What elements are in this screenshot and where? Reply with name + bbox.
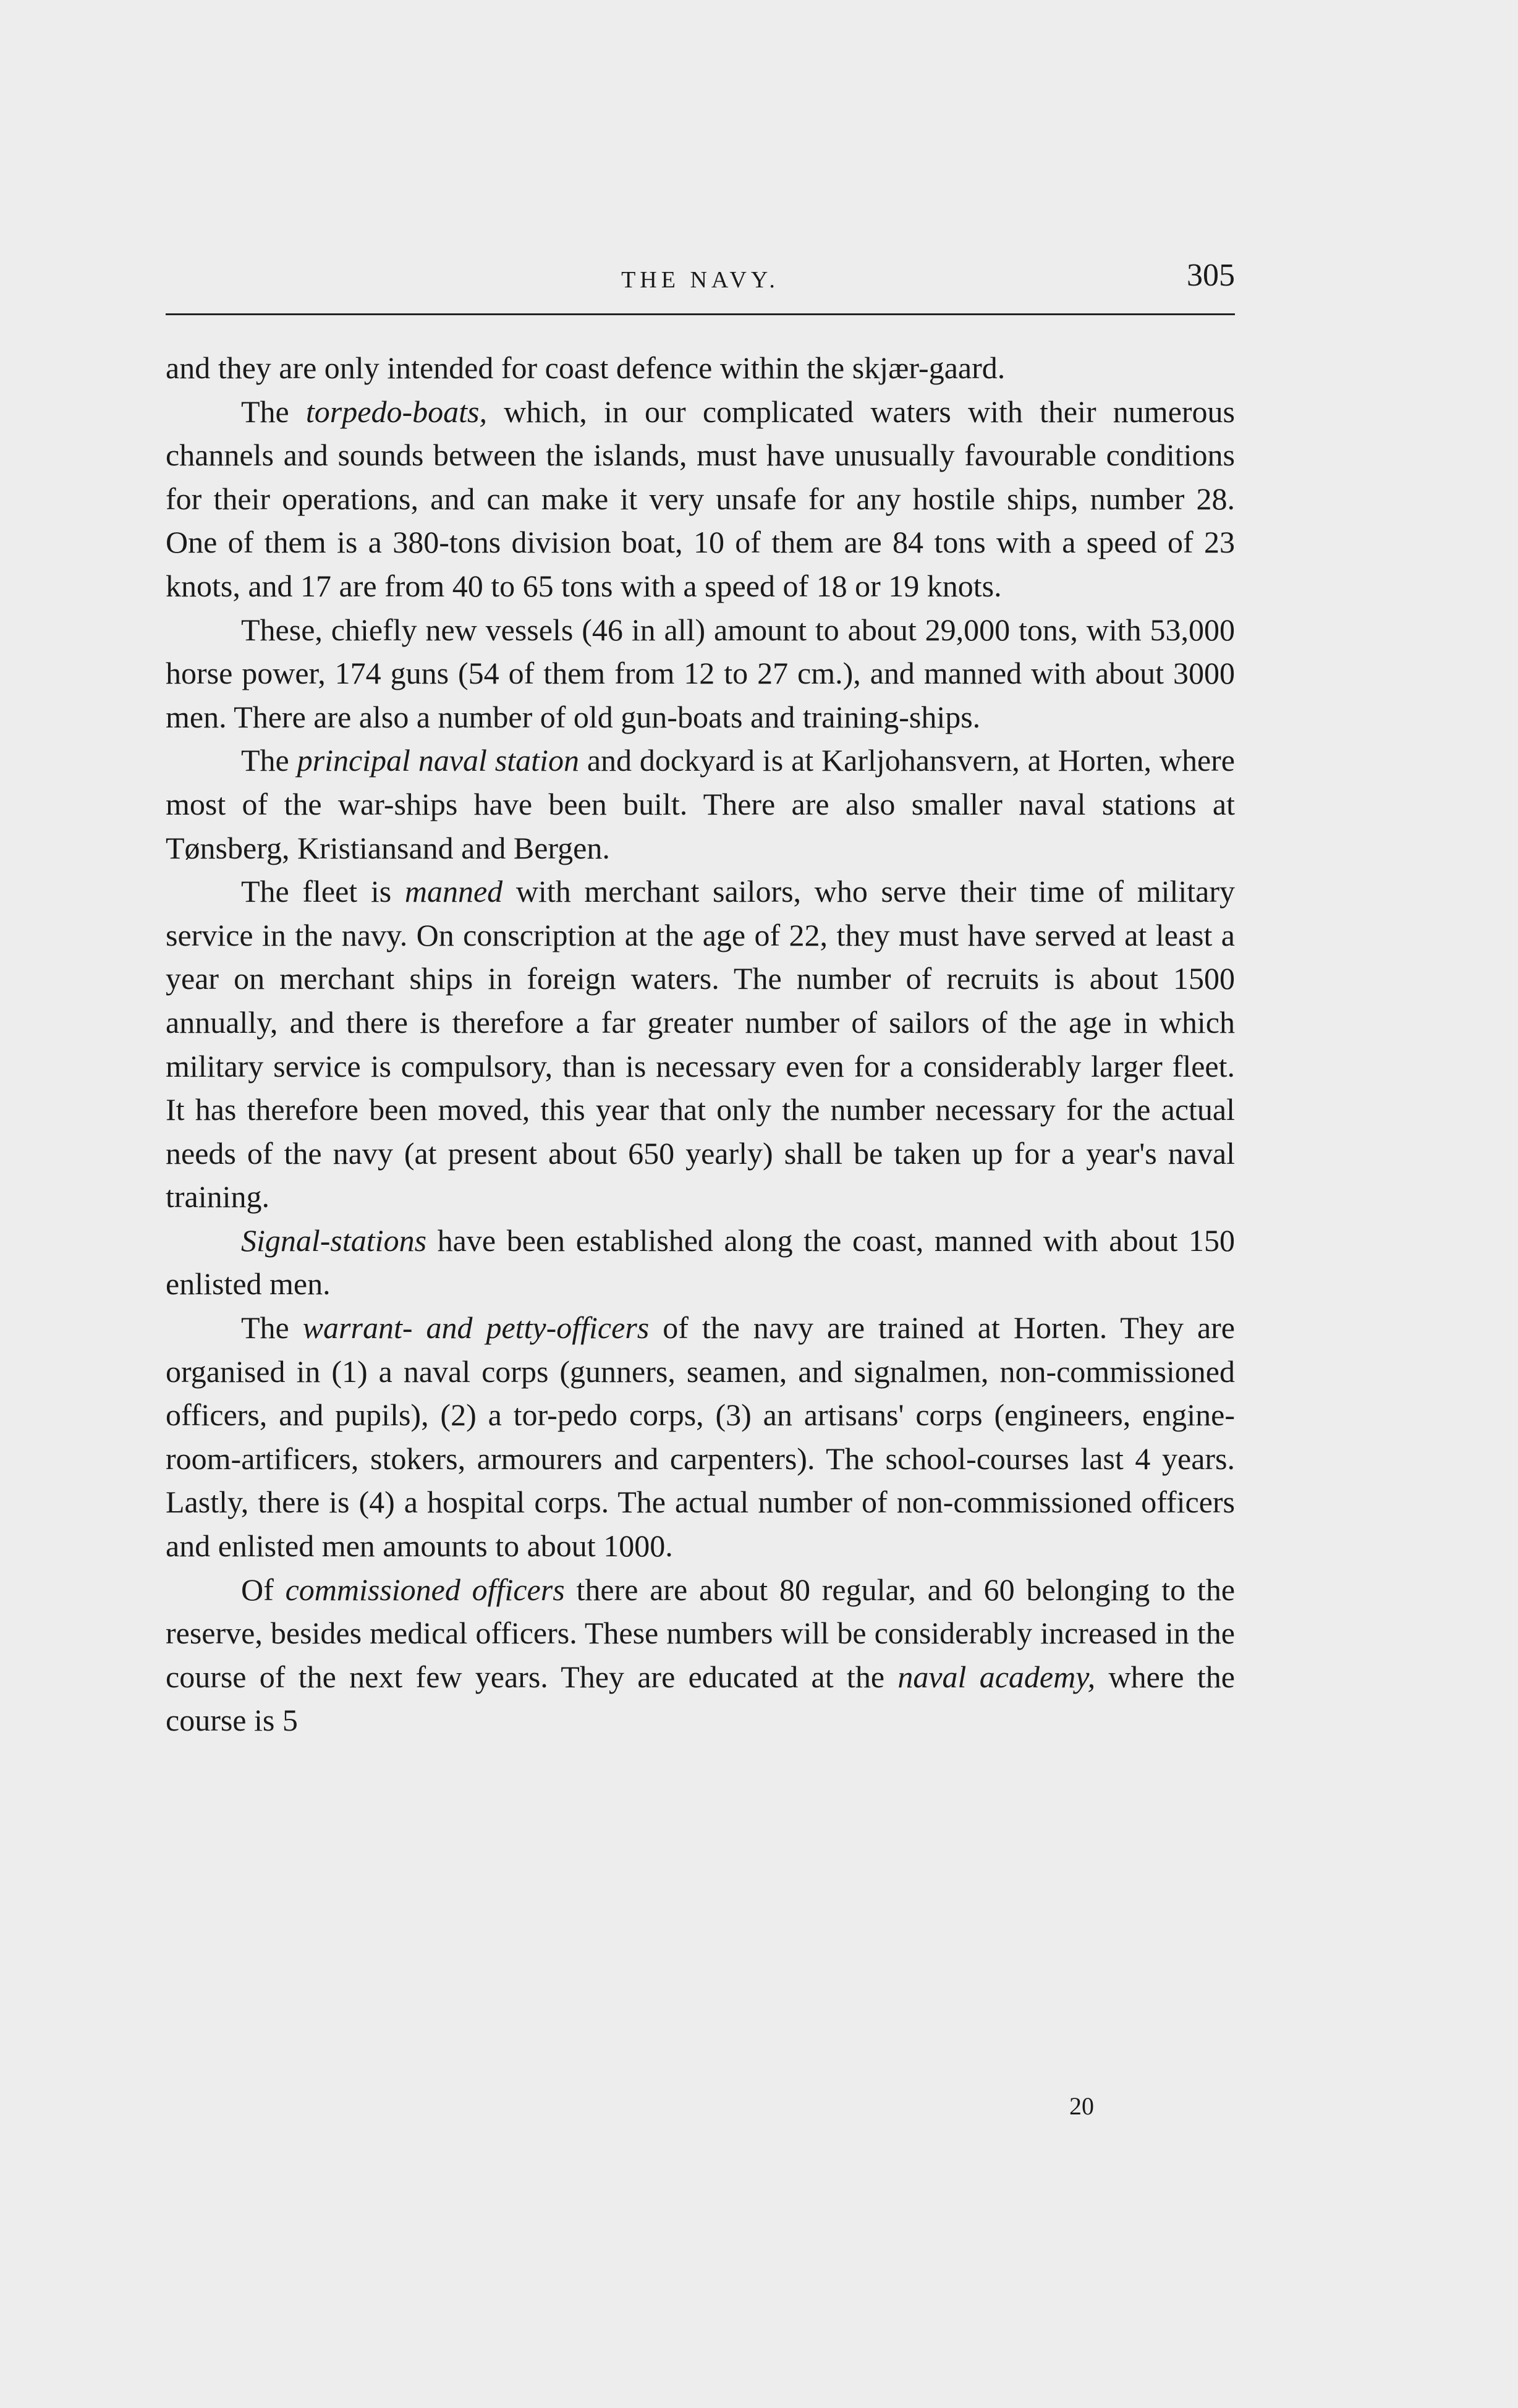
text-run: which, in our complicated waters with their numerous channels and sounds between the islands, must have unusually favourable conditions for their operations, and can make it very unsafe for any hostile ships, number 28. One of them is a 380-tons division boat, 10 of them are 84 tons with a speed of 23 knots, and 17 are from 40 to 65 tons with a speed of 18 or 19 knots. xyxy=(166,394,1236,603)
text-run: The xyxy=(241,1310,303,1346)
text-run: and dockyard is at Karljohansvern, at Horten, where most of the war-ships have been built. There are also smaller naval stations at Tønsberg, Kristiansand and Bergen. xyxy=(166,743,1236,865)
paragraph-1 xyxy=(166,346,1235,390)
text-run: with merchant sailors, who serve their time of military service in the navy. On conscription at the age of 22, they must have served at least a year on merchant ships in foreign waters. The number of recruits is about 1500 annually, and there is therefore a far greater number of sailors of the age in which military service is compulsory, than is necessary even for a considerably larger fleet. It has therefore been moved, this year that only the number necessary for the actual needs of the navy (at present about 650 yearly) shall be taken up for a year's naval training. xyxy=(166,874,1235,1215)
italic-term: commissioned officers xyxy=(285,1572,565,1607)
header-rule xyxy=(166,313,1235,315)
paragraph-3 xyxy=(166,608,1235,739)
running-title: THE NAVY. xyxy=(621,267,779,293)
running-header xyxy=(166,252,1235,308)
paragraph-6 xyxy=(166,1219,1235,1306)
paragraph-4 xyxy=(166,739,1235,870)
text-run: The xyxy=(241,743,297,778)
italic-term: warrant- and petty-officers xyxy=(302,1310,650,1346)
italic-term: torpedo-boats, xyxy=(305,394,487,429)
paragraph-2 xyxy=(166,390,1235,608)
paragraph-7 xyxy=(166,1306,1235,1568)
italic-term: naval academy, xyxy=(897,1659,1096,1694)
body-text xyxy=(166,346,1235,1742)
paragraph-8 xyxy=(166,1568,1235,1742)
italic-term: manned xyxy=(404,874,503,909)
italic-term: principal naval station xyxy=(297,743,579,778)
text-run: have been established along the coast, manned with about 150 enlisted men. xyxy=(166,1223,1235,1302)
page-number: 305 xyxy=(1187,258,1235,293)
text-run: of the navy are trained at Horten. They are organised in (1) a naval corps (gunners, seamen, and signalmen, non-commissioned officers, and pupils), (2) a tor-pedo corps, (3) an artisans' corps (engineers, engine-room-artificers, stokers, armourers and carpenters). The school-courses last 4 years. Lastly, there is (4) a hospital corps. The actual number of non-commissioned officers and enlisted men amounts to about 1000. xyxy=(166,1310,1235,1564)
text-run: there are about 80 regular, and 60 belonging to the reserve, besides medical officers. These numbers will be considerably increased in the course of the next few years. They are educated at the xyxy=(166,1572,1236,1694)
text-run: The xyxy=(241,394,306,429)
text-run: The fleet is xyxy=(241,874,405,909)
italic-term: Signal-stations xyxy=(241,1223,427,1258)
text-run: where the course is 5 xyxy=(166,1659,1235,1738)
signature-mark: 20 xyxy=(1069,2092,1094,2120)
text-run: These, chiefly new vessels (46 in all) amount to about 29,000 tons, with 53,000 horse power, 174 guns (54 of them from 12 to 27 cm.), and manned with about 3000 men. There are also a number of old gun-boats and training-ships. xyxy=(166,612,1235,734)
text-run: Of xyxy=(241,1572,286,1607)
text-run: and they are only intended for coast defence within the skjær-gaard. xyxy=(166,350,1006,385)
paragraph-5 xyxy=(166,870,1235,1219)
